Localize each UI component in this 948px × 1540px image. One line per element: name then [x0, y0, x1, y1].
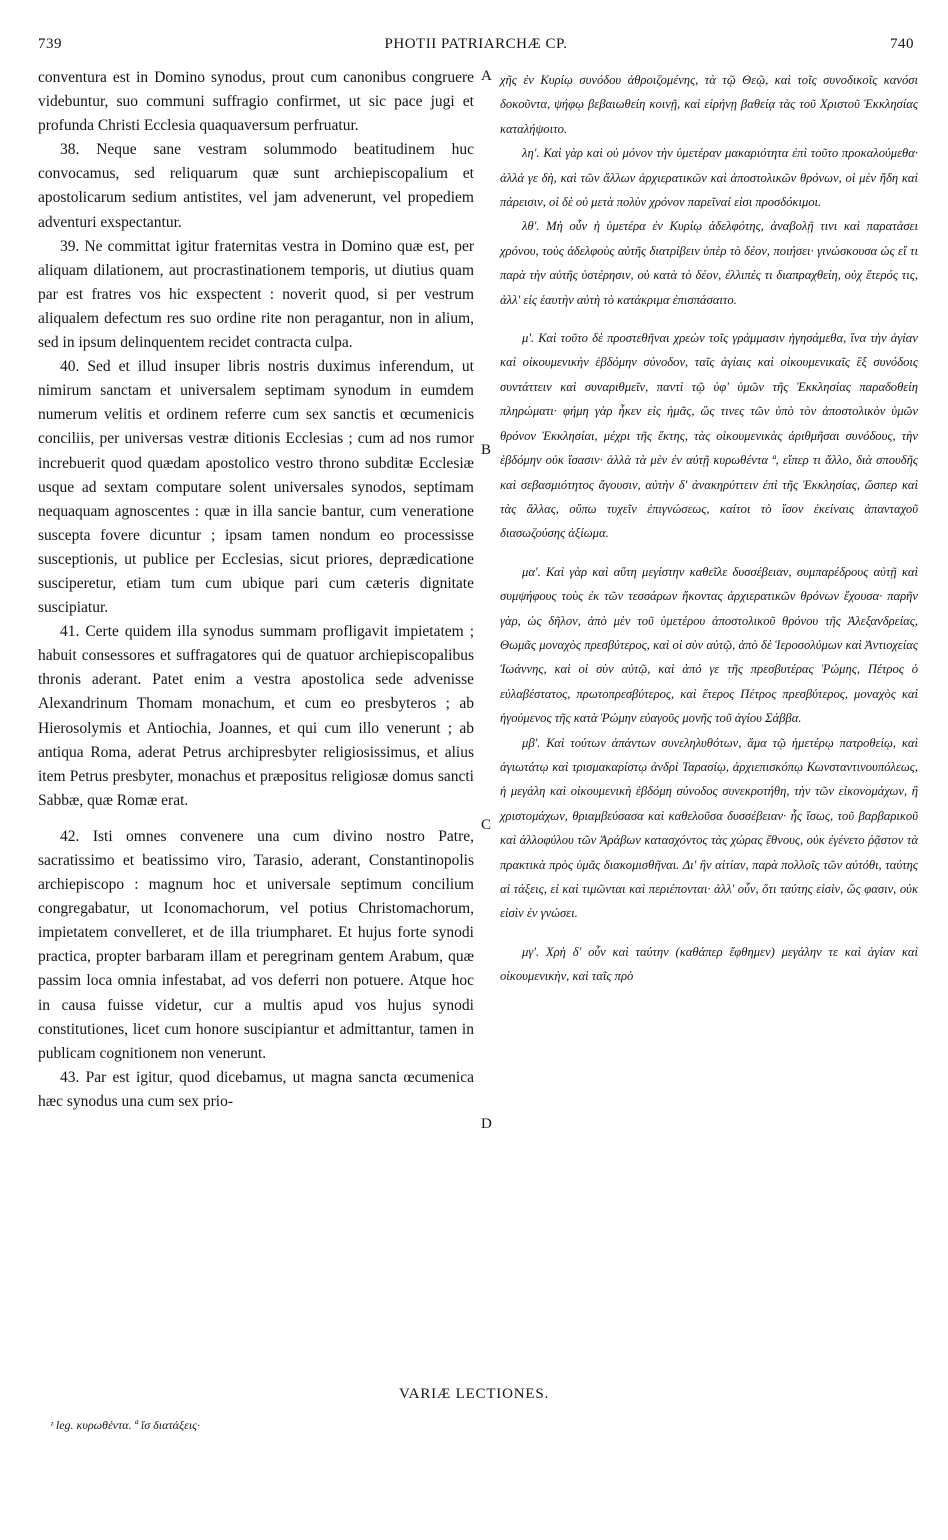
margin-marker-b: B — [481, 442, 492, 458]
greek-paragraph-37: χῆς ἐν Κυρίῳ συνόδου ἀθροιζομένης, τὰ τῷ Θεῷ, καὶ τοῖς συνοδικοῖς κανόσι δοκοῦντα, ψήφῳ βεβαιωθείη κοινῇ, καὶ εἰρήνῃ βαθείᾳ τὰς τοῦ Χριστοῦ Ἐκκλησίας καταλήψοιτο. — [500, 73, 918, 136]
variae-lectiones-heading: VARIÆ LECTIONES. — [398, 1386, 550, 1402]
paragraph-gap — [500, 312, 918, 326]
paragraph-gap — [38, 813, 474, 825]
paragraph-gap — [500, 926, 918, 940]
latin-paragraph-37: conventura est in Domino synodus, prout cum canonibus congruere videbuntur, suo communi suffragio confirmet, ut sic pace jugi et profunda Christi Ecclesia quaquaversum perfruatur. — [38, 69, 474, 135]
greek-paragraph-43: μγ'. Χρὴ δ' οὖν καὶ ταύτην (καθάπερ ἔφθημεν) μεγάλην τε καὶ ἁγίαν καὶ οἰκουμενικὴν, καὶ ταῖς πρὸ — [500, 944, 918, 984]
running-title: PHOTII PATRIARCHÆ CP. — [384, 36, 568, 52]
page-number-left: 739 — [38, 36, 62, 52]
page-number-right: 740 — [890, 36, 914, 52]
latin-paragraph-38: 38. Neque sane vestram solummodo beatitudinem huc convocamus, sed reliquarum quæ sunt archiepiscopalium et apostolicarum sedium antistites, vel jam advenerunt, vel propediem adventuri exspectantur. — [38, 141, 474, 231]
greek-paragraph-38: λη'. Καὶ γὰρ καὶ οὐ μόνον τὴν ὑμετέραν μακαριότητα ἐπὶ τοῦτο προκαλούμεθα· ἀλλά γε δὴ, καὶ τῶν ἄλλων ἀρχιερατικῶν καὶ ἀποστολικῶν θρόνων, οἱ μὲν ἤδη καὶ πάρεισιν, οἱ δὲ οὐ μετὰ πολὺν χρόνον παρεῖναί εἰσι προσδόκιμοι. — [500, 146, 918, 210]
margin-marker-a: A — [481, 68, 492, 84]
latin-paragraph-41: 41. Certe quidem illa synodus summam profligavit impietatem ; habuit consessores et suffragatores qui de quatuor archiepiscopalibus thronis aderant. Patet enim a vestra apostolica sede advenisse Alexandrinum Thomam monachum, et cum eo presbyteros ; ab Hierosolymis et Antiochia, Joannes, et qui cum illo venerunt ; ab antiqua Roma, aderat Petrus archipresbyter religiosissimus, et alius item Petrus presbyter, monachus et præpositus religiosæ domus sancti Sabbæ, quæ Romæ erat. — [38, 623, 474, 809]
margin-marker-c: C — [481, 817, 492, 833]
latin-paragraph-40: 40. Sed et illud insuper libris nostris duximus inferendum, ut nimirum sanctam et universalem septimam synodum in eumdem numerum velitis et ordinem referre cum sex sanctis et œcumenicis conciliis, per universas vestræ ditionis Ecclesias ; cum ad nos rumor increbuerit quod quædam apostolico vestro throno subditæ Ecclesiæ usque ad sextam computare solent universales synodos, septimam nequaquam agnoscentes : quæ in illa sancie bantur, cum veneratione suscepta fovere dicuntur ; ipsam tamen nondum eo processisse susceptionis, ut publice per Ecclesias, sicut priores, deprædicatione susciperetur, etiam tum cum ubique pari cum cæteris dignitate suscipiatur. — [38, 358, 474, 617]
greek-paragraph-42: μβ'. Καὶ τούτων ἁπάντων συνεληλυθότων, ἅμα τῷ ἡμετέρῳ πατροθείῳ, καὶ ἁγιωτάτῳ καὶ τρισμακαρίστῳ ἀνδρὶ Ταρασίῳ, ἀρχιεπισκόπῳ Κωνσταντινουπόλεως, ἡ μεγάλη καὶ οἰκουμενικὴ ἑβδόμη σύνοδος συνεκροτήθη, τὴν τῶν εἰκονομάχων, ἢ χριστομάχων, θριαμβεύσασα καὶ καθελοῦσα δυσσέβειαν· ἧς ἴσως, τοῦ βαρβαρικοῦ καὶ ἀλλοφύλου τῶν Ἀράβων κατασχόντος τὰς χώρας ἔθνους, οὐκ ἐγένετο ῥᾷστον τὰ πρακτικὰ πρὸς ὑμᾶς διακομισθῆναι. Δι' ἣν αἰτίαν, παρὰ πολλοῖς τῶν αὐτόθι, ταύτης αἱ τάξεις, εἰ καὶ τιμῶνται καὶ περιέπονται· ἀλλ' οὖν, ὅτι ταύτης εἰσὶν, ὥς φασιν, οὐκ εἰσὶν ἐν γνώσει. — [500, 735, 918, 921]
greek-paragraph-41: μα'. Καὶ γὰρ καὶ αὕτη μεγίστην καθεῖλε δυσσέβειαν, συμπαρέδρους αὐτῇ καὶ συμψήφους τοὺς ἐκ τῶν τεσσάρων ἥκοντας ἀρχιερατικῶν θρόνων ἔχουσα· παρῆν γὰρ, ὡς δῆλον, ἀπὸ μὲν τοῦ ὑμετέρου ἀποστολικοῦ θρόνου τῆς Ἀλεξανδρείας, Θωμᾶς μοναχὸς πρεσβύτερος, καὶ οἱ σὺν αὐτῷ, ἀπὸ δὲ Ἱεροσολύμων καὶ Ἀντιοχείας Ἰωάννης, καὶ οἱ σὺν αὐτῷ, καὶ ἀπό γε τῆς πρεσβυτέρας Ῥώμης, Πέτρος ὁ εὐλαβέστατος, πρωτοπρεσβύτερος, καὶ ἕτερος Πέτρος πρεσβύτερος, μοναχὸς καὶ ἡγούμενος τῆς κατὰ Ῥώμην εὐαγοῦς μονῆς τοῦ ἁγίου Σάββα. — [500, 564, 918, 726]
latin-column — [38, 66, 474, 1114]
paragraph-gap — [500, 546, 918, 560]
greek-paragraph-39: λθ'. Μὴ οὖν ἡ ὑμετέρα ἐν Κυρίῳ ἀδελφότης, ἀναβολῇ τινι καὶ παρατάσει χρόνου, τοὺς ἀδελφοὺς αὐτῆς διατρίβειν ὑπὲρ τὸ δέον, ποιήσει· γινώσκουσα ὡς εἴ τι παρὰ τὴν αὐτῆς ὑστέρησιν, οὐ κατὰ τὸ δέον, ἐλλιπές τι διαπραχθείη, οὐχ ἕτερός τις, ἀλλ' εἰς ἑαυτὴν αὐτὴ τὸ κατάκριμα ἐπισπάσαιτο. — [500, 219, 918, 307]
running-head — [38, 36, 914, 58]
variant-reading-note: ᶻ leg. κυρωθέντα. ª ἴσ διατάξεις· — [50, 1418, 201, 1432]
greek-paragraph-40: μ'. Καὶ τοῦτο δὲ προστεθῆναι χρεὼν τοῖς γράμμασιν ἡγησάμεθα, ἵνα τὴν ἁγίαν καὶ οἰκουμενικὴν ἑβδόμην σύνοδον, ταῖς ἁγίαις καὶ οἰκουμενικαῖς ἓξ συνόδοις συντάττειν καὶ συναριθμεῖν, παντὶ τῷ ὑφ' ὑμῶν τῆς Ἐκκλησίας παραδοθείη πληρώματι· φήμη γὰρ ἧκεν εἰς ἡμᾶς, ὥς τινες τῶν ὑπὸ τὸν ἀποστολικὸν ὑμῶν θρόνον Ἐκκλησίαι, μέχρι τῆς ἕκτης, τὰς οἰκουμενικὰς ἀριθμῆσαι συνόδους, τὴν ἑβδόμην οὐκ ἴσασιν· ἀλλὰ τὰ μὲν ἐν αὐτῇ κυρωθέντα ª, εἴπερ τι ἄλλο, διὰ σπουδῆς καὶ σεβασμιότητος ἄγουσιν, αὐτὴν δ' ἀνακηρύττειν ἐπὶ τῆς Ἐκκλησίας, ὥσπερ καὶ τὰς ἄλλας, οὔπω τυχεῖν ἐπιγνώσεως, καίτοι τὸ ἴσον ἐκείναις ἁπανταχοῦ διασωζούσης ἀξίωμα. — [500, 331, 918, 541]
latin-paragraph-42: 42. Isti omnes convenere una cum divino nostro Patre, sacratissimo et beatissimo viro, Tarasio, aderant, Constantinopolis archiepiscopo : magnum hoc et universale septimum concilium congregabatur, ut Iconomachorum, vel potius Christomachorum, impietatem convelleret, et de illa triumpharet. Et hujus forte synodi practica, propter barbaram illam et peregrinam gentem Arabum, quæ passim loca omnia infestabat, ad vos deferri non potuere. Atque hoc in causa fuisse videtur, cur a multis apud vos hujus synodi constitutiones, licet cum honore suscipiantur et admittantur, tamen in publicam cognitionem non venerunt. — [38, 827, 474, 1062]
greek-column — [500, 68, 918, 989]
latin-paragraph-39: 39. Ne committat igitur fraternitas vestra in Domino quæ est, per aliquam dilationem, aut procrastinationem temporis, ut diutius quam par est fratres vos hic exspectent : noverit quod, si per vestrum aliqualem defectum res suo ordine rite non peragantur, non in alium, sed in ipsum delinquentem recidet contracta culpa. — [38, 237, 474, 352]
margin-marker-d: D — [481, 1116, 492, 1132]
latin-paragraph-43: 43. Par est igitur, quod dicebamus, ut magna sancta œcumenica hæc synodus una cum sex prio- — [38, 1068, 474, 1110]
